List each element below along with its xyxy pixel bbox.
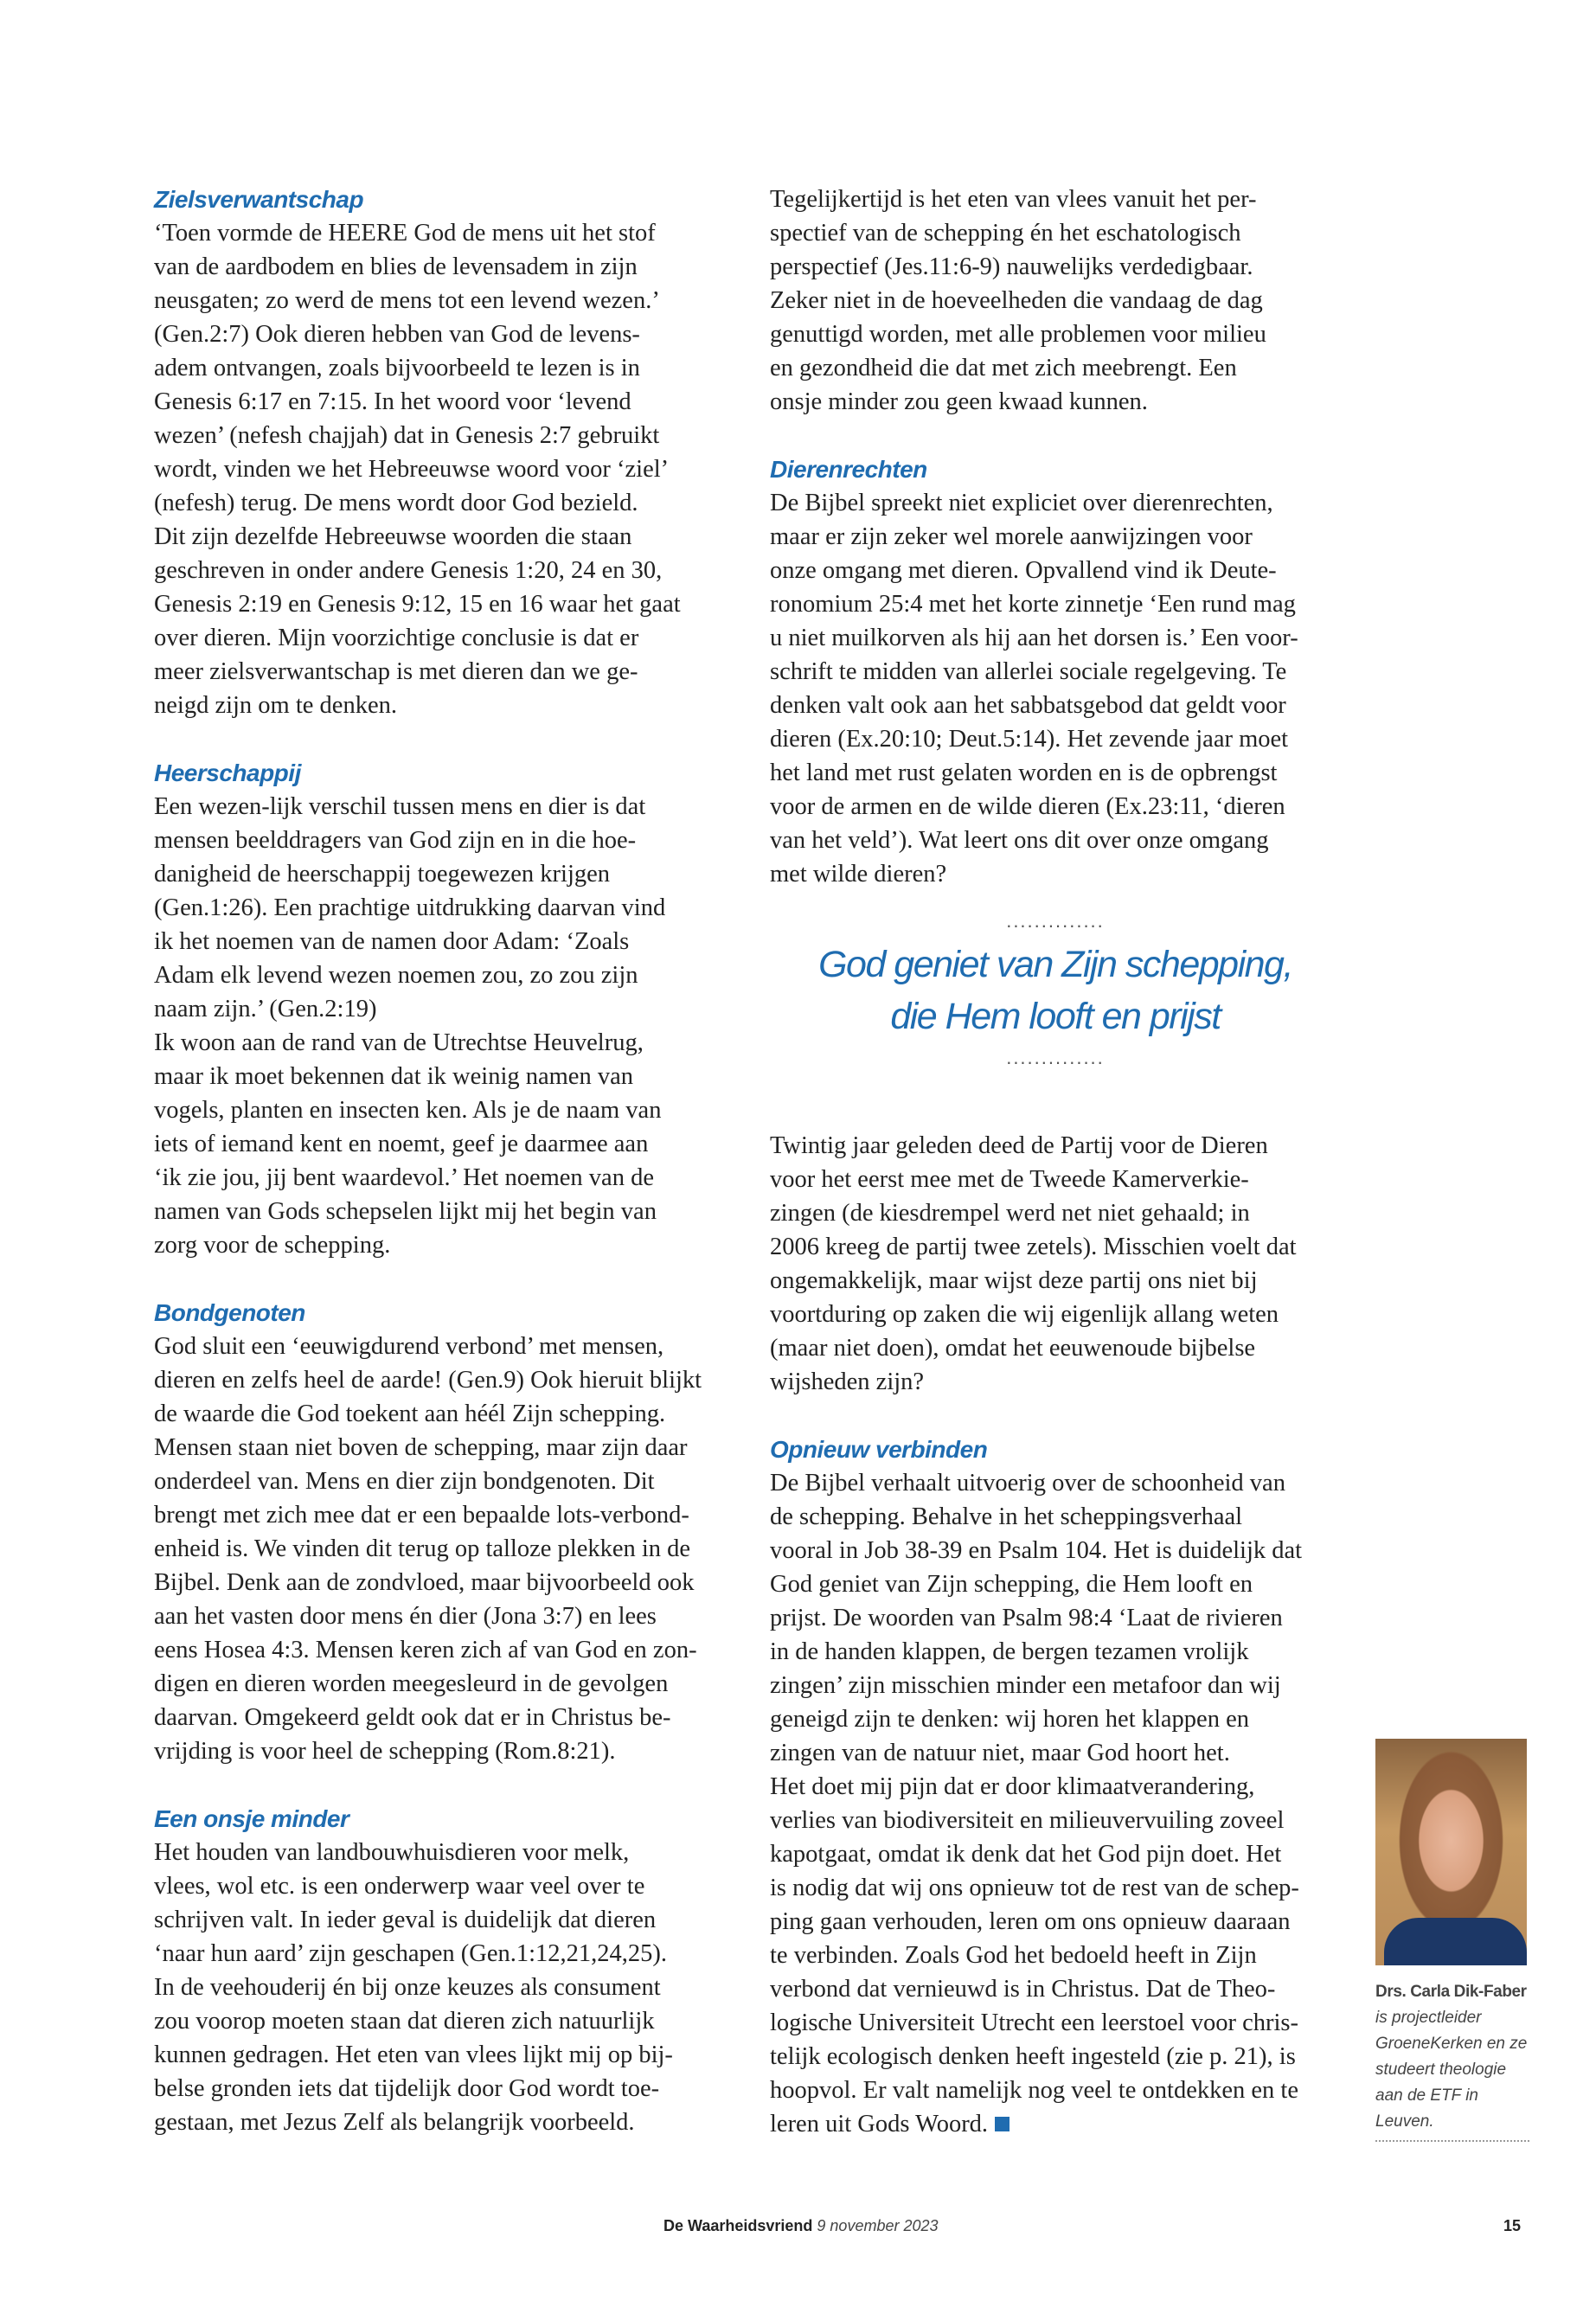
right-column-bottom <box>770 1129 1358 2141</box>
body-line: met wilde dieren? <box>770 861 947 888</box>
author-photo <box>1375 1739 1527 1965</box>
body-line: dieren (Ex.20:10; Deut.5:14). Het zevende jaar moet <box>770 726 1289 753</box>
body-line: van de aardbodem en blies de levensadem in zijn <box>154 253 638 280</box>
body-line: danigheid de heerschappij toegewezen krijgen <box>154 861 611 888</box>
body-line: naam zijn.’ (Gen.2:19) <box>154 996 377 1022</box>
right-column-top <box>770 183 1358 891</box>
body-line: gestaan, met Jezus Zelf als belangrijk voorbeeld. <box>154 2109 635 2136</box>
body-line: zingen van de natuur niet, maar God hoort het. <box>770 1740 1230 1766</box>
author-name: Drs. Carla Dik-Faber <box>1375 1983 1527 2001</box>
body-line: logische Universiteit Utrecht een leerstoel voor chris- <box>770 2009 1298 2036</box>
body-line: Genesis 6:17 en 7:15. In het woord voor ‘levend <box>154 388 631 415</box>
section-gap <box>154 722 742 756</box>
body-line: wezen’ (nefesh chajjah) dat in Genesis 2:7 gebruikt <box>154 422 660 449</box>
body-line: kunnen gedragen. Het eten van vlees lijkt mij op bij- <box>154 2041 673 2068</box>
body-line: Het houden van landbouwhuisdieren voor melk, <box>154 1839 630 1866</box>
body-line: neusgaten; zo werd de mens tot een levend wezen.’ <box>154 287 660 314</box>
body-line: vlees, wol etc. is een onderwerp waar veel over te <box>154 1873 645 1900</box>
body-line: ik het noemen van de namen door Adam: ‘Zoals <box>154 928 630 955</box>
body-line: namen van Gods schepselen lijkt mij het begin van <box>154 1198 657 1225</box>
body-line: zou voorop moeten staan dat dieren zich natuurlijk <box>154 2008 655 2035</box>
body-line: schrijven valt. In ieder geval is duidelijk dat dieren <box>154 1907 657 1933</box>
body-line: aan het vasten door mens én dier (Jona 3:7) en lees <box>154 1603 657 1630</box>
body-line: te verbinden. Zoals God het bedoeld heeft in Zijn <box>770 1942 1257 1969</box>
body-line: in de handen klappen, de bergen tezamen vrolijk <box>770 1638 1249 1665</box>
body-line: neigd zijn om te denken. <box>154 692 397 719</box>
body-line: Twintig jaar geleden deed de Partij voor de Dieren <box>770 1132 1268 1159</box>
author-bio-line: GroeneKerken en ze <box>1375 2035 1528 2053</box>
author-bio-line: is projectleider <box>1375 2009 1482 2027</box>
body-line: In de veehouderij én bij onze keuzes als consument <box>154 1974 661 2001</box>
body-line: De Bijbel verhaalt uitvoerig over de schoonheid van <box>770 1470 1285 1497</box>
pull-quote-dots-bottom: .............. <box>1006 1047 1105 1068</box>
body-line: maar ik moet bekennen dat ik weinig namen van <box>154 1063 633 1090</box>
body-line: geneigd zijn te denken: wij horen het klappen en <box>770 1706 1249 1733</box>
body-line: hoopvol. Er valt namelijk nog veel te ontdekken en te <box>770 2077 1298 2104</box>
body-line: vrijding is voor heel de schepping (Rom.8:21). <box>154 1738 616 1765</box>
section-heading: Opnieuw verbinden <box>770 1436 988 1463</box>
body-line: vogels, planten en insecten ken. Als je de naam van <box>154 1097 662 1124</box>
end-of-article-mark <box>995 2117 1010 2131</box>
pull-quote <box>770 910 1341 1075</box>
body-line: ronomium 25:4 met het korte zinnetje ‘Een rund mag <box>770 591 1296 618</box>
body-line: denken valt ook aan het sabbatsgebod dat geldt voor <box>770 692 1286 719</box>
body-line: (Gen.1:26). Een prachtige uitdrukking daarvan vind <box>154 894 666 921</box>
section-heading: Een onsje minder <box>154 1805 349 1832</box>
body-line: spectief van de schepping én het eschatologisch <box>770 220 1241 247</box>
author-bio-line: aan de ETF in Leuven. <box>1375 2086 1479 2131</box>
page-number: 15 <box>1503 2217 1522 2234</box>
body-line: zorg voor de schepping. <box>154 1232 391 1259</box>
section-heading: Zielsverwantschap <box>154 186 364 213</box>
caption-divider <box>1375 2140 1529 2142</box>
body-line: wijsheden zijn? <box>770 1368 925 1395</box>
pull-quote-line: God geniet van Zijn schepping, <box>818 944 1292 985</box>
body-line: dieren en zelfs heel de aarde! (Gen.9) Ook hieruit blijkt <box>154 1367 702 1394</box>
body-line: verbond dat vernieuwd is in Christus. Dat de Theo- <box>770 1976 1276 2003</box>
body-line: en gezondheid die dat met zich meebrengt. Een <box>770 355 1237 381</box>
body-line: voor de armen en de wilde dieren (Ex.23:11, ‘dieren <box>770 793 1285 820</box>
body-line: u niet muilkorven als hij aan het dorsen is.’ Een voor- <box>770 625 1298 651</box>
body-line: telijk ecologisch denken heeft ingesteld (zie p. 21), is <box>770 2043 1296 2070</box>
author-photo-shirt <box>1384 1918 1527 1965</box>
body-line: verlies van biodiversiteit en milieuvervuiling zoveel <box>770 1807 1285 1834</box>
body-line: digen en dieren worden meegesleurd in de gevolgen <box>154 1670 669 1697</box>
body-line: brengt met zich mee dat er een bepaalde lots-verbond- <box>154 1502 689 1529</box>
body-line: Tegelijkertijd is het eten van vlees vanuit het per- <box>770 186 1257 213</box>
body-line: ‘ik zie jou, jij bent waardevol.’ Het noemen van de <box>154 1164 654 1191</box>
body-line: Zeker niet in de hoeveelheden die vandaag de dag <box>770 287 1263 314</box>
pull-quote-dots-top: .............. <box>1006 910 1105 932</box>
body-line: het land met rust gelaten worden en is de opbrengst <box>770 760 1278 786</box>
body-line: vooral in Job 38-39 en Psalm 104. Het is duidelijk dat <box>770 1537 1303 1564</box>
body-line: adem ontvangen, zoals bijvoorbeeld te lezen is in <box>154 355 640 381</box>
body-line: de waarde die God toekent aan héél Zijn schepping. <box>154 1400 666 1427</box>
body-line: zingen’ zijn misschien minder een metafoor dan wij <box>770 1672 1281 1699</box>
body-line: meer zielsverwantschap is met dieren dan we ge- <box>154 658 638 685</box>
body-line: kapotgaat, omdat ik denk dat het God pijn doet. Het <box>770 1841 1282 1868</box>
section-heading: Dierenrechten <box>770 456 927 483</box>
body-line: iets of iemand kent en noemt, geef je daarmee aan <box>154 1131 649 1157</box>
body-line: over dieren. Mijn voorzichtige conclusie is dat er <box>154 625 639 651</box>
footer-date: 9 november 2023 <box>817 2217 939 2234</box>
body-line: prijst. De woorden van Psalm 98:4 ‘Laat de rivieren <box>770 1605 1283 1631</box>
body-line: daarvan. Omgekeerd geldt ook dat er in Christus be- <box>154 1704 671 1731</box>
section-heading: Heerschappij <box>154 760 301 786</box>
body-line: genuttigd worden, met alle problemen voor milieu <box>770 321 1266 348</box>
body-line: onsje minder zou geen kwaad kunnen. <box>770 388 1148 415</box>
body-line: Ik woon aan de rand van de Utrechtse Heuvelrug, <box>154 1029 644 1056</box>
body-line: Genesis 2:19 en Genesis 9:12, 15 en 16 waar het gaat <box>154 591 681 618</box>
body-line: ongemakkelijk, maar wijst deze partij ons niet bij <box>770 1267 1258 1294</box>
pull-quote-line: die Hem looft en prijst <box>890 996 1221 1037</box>
body-line: Mensen staan niet boven de schepping, maar zijn daar <box>154 1434 688 1461</box>
section-gap <box>154 1768 742 1802</box>
body-line: voor het eerst mee met de Tweede Kamerverkie- <box>770 1166 1249 1193</box>
body-line: mensen beelddragers van God zijn en in die hoe- <box>154 827 637 854</box>
body-line: van het veld’). Wat leert ons dit over onze omgang <box>770 827 1269 854</box>
body-line: onze omgang met dieren. Opvallend vind ik Deute- <box>770 557 1277 584</box>
body-line: voortduring op zaken die wij eigenlijk allang weten <box>770 1301 1279 1328</box>
footer <box>663 2217 939 2235</box>
body-line: perspectief (Jes.11:6-9) nauwelijks verdedigbaar. <box>770 253 1253 280</box>
body-line: (Gen.2:7) Ook dieren hebben van God de levens- <box>154 321 640 348</box>
body-line: Bijbel. Denk aan de zondvloed, maar bijvoorbeeld ook <box>154 1569 695 1596</box>
body-line: God geniet van Zijn schepping, die Hem looft en <box>770 1571 1253 1598</box>
body-line: God sluit een ‘eeuwigdurend verbond’ met mensen, <box>154 1333 664 1360</box>
body-line: (nefesh) terug. De mens wordt door God bezield. <box>154 490 638 516</box>
author-caption <box>1375 1979 1540 2142</box>
section-heading: Bondgenoten <box>154 1299 305 1326</box>
section-gap <box>770 1399 1358 1433</box>
body-line: de schepping. Behalve in het scheppingsverhaal <box>770 1503 1243 1530</box>
body-line: enheid is. We vinden dit terug op talloze plekken in de <box>154 1535 691 1562</box>
body-line: geschreven in onder andere Genesis 1:20, 24 en 30, <box>154 557 663 584</box>
body-line: Het doet mij pijn dat er door klimaatverandering, <box>770 1773 1255 1800</box>
body-line: zingen (de kiesdrempel werd net niet gehaald; in <box>770 1200 1250 1227</box>
body-line: leren uit Gods Woord. <box>770 2107 1358 2141</box>
body-line: Dit zijn dezelfde Hebreeuwse woorden die staan <box>154 523 632 550</box>
body-line: (maar niet doen), omdat het eeuwenoude bijbelse <box>770 1335 1256 1362</box>
footer-publication: De Waarheidsvriend <box>663 2217 813 2234</box>
author-bio-line: studeert theologie <box>1375 2061 1507 2079</box>
body-line: eens Hosea 4:3. Mensen keren zich af van God en zon- <box>154 1637 697 1663</box>
body-line: Een wezen-lijk verschil tussen mens en dier is dat <box>154 793 646 820</box>
left-column <box>154 183 742 2139</box>
body-line: ping gaan verhouden, leren om ons opnieuw daaraan <box>770 1908 1291 1935</box>
body-line: De Bijbel spreekt niet expliciet over dierenrechten, <box>770 490 1273 516</box>
body-line: schrift te midden van allerlei sociale regelgeving. Te <box>770 658 1287 685</box>
body-line: maar er zijn zeker wel morele aanwijzingen voor <box>770 523 1253 550</box>
body-line: belse gronden iets dat tijdelijk door God wordt toe- <box>154 2075 660 2102</box>
section-gap <box>770 419 1358 452</box>
section-gap <box>154 1262 742 1296</box>
body-line: Adam elk levend wezen noemen zou, zo zou zijn <box>154 962 638 989</box>
body-line: wordt, vinden we het Hebreeuwse woord voor ‘ziel’ <box>154 456 670 483</box>
body-line: is nodig dat wij ons opnieuw tot de rest van de schep- <box>770 1875 1299 1901</box>
body-line: ‘naar hun aard’ zijn geschapen (Gen.1:12,21,24,25). <box>154 1940 668 1967</box>
body-line: 2006 kreeg de partij twee zetels). Misschien voelt dat <box>770 1234 1297 1260</box>
body-line: onderdeel van. Mens en dier zijn bondgenoten. Dit <box>154 1468 655 1495</box>
body-line: ‘Toen vormde de HEERE God de mens uit het stof <box>154 220 656 247</box>
